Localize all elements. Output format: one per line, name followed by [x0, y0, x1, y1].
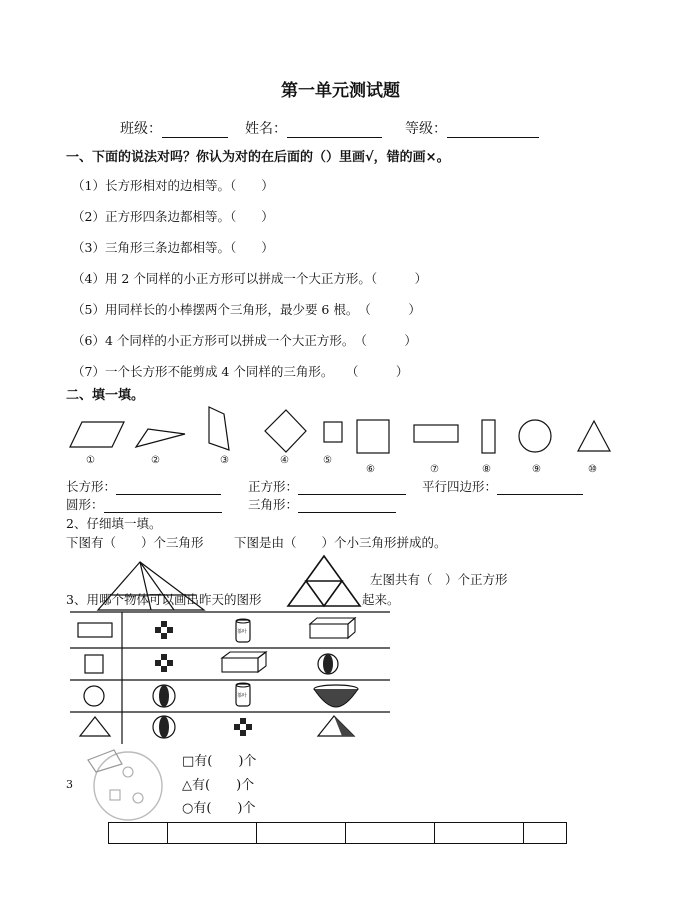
triangle-figure-right [288, 556, 360, 608]
shape-number-4: ④ [280, 455, 289, 466]
shapes-row [0, 400, 681, 460]
row4-cube [234, 718, 252, 736]
circle-field [66, 495, 222, 513]
shape-diamond [265, 410, 306, 452]
shape-triangle [578, 421, 610, 451]
row4-ball [153, 716, 175, 738]
grade-label: 等级： [405, 121, 447, 137]
q2-squares-question: 左图共有（ ）个正方形 [370, 572, 508, 587]
grade-input[interactable] [447, 124, 539, 138]
shape-number-3: ③ [220, 455, 229, 466]
shape-wide-rectangle [414, 425, 458, 442]
s1-item-1: （1）长方形相对的边相等。（ ） [72, 178, 274, 193]
row1-rectangle [78, 623, 112, 637]
square-label: 正方形： [248, 479, 299, 494]
section2-heading: 二、填一填。 [66, 388, 145, 403]
count-square: □有( )个 [182, 754, 257, 769]
shape-parallelogram [70, 422, 124, 447]
answer-cell-2[interactable] [168, 823, 257, 844]
class-label: 班级： [120, 121, 162, 137]
s1-item-6: （6）4 个同样的小正方形可以拼成一个大正方形。 （ ） [72, 333, 417, 348]
row3-bowl [314, 685, 358, 707]
shape-circle [519, 420, 551, 452]
row2-square [85, 655, 103, 673]
rectangle-input[interactable] [116, 481, 221, 495]
row2-ball [318, 654, 338, 674]
name-label: 姓名： [245, 121, 287, 137]
shape-number-8: ⑧ [482, 464, 491, 475]
q2-heading: 2、仔细填一填。 [66, 516, 162, 531]
answer-grid [108, 822, 567, 844]
shape-large-square [357, 420, 389, 453]
circle-label: 圆形： [66, 497, 104, 512]
shape-number-9: ⑨ [532, 464, 541, 475]
triangle-field [248, 495, 396, 513]
row2-cube [155, 654, 173, 672]
class-input[interactable] [162, 124, 228, 138]
rectangle-field [66, 477, 221, 495]
shape-number-7: ⑦ [430, 464, 439, 475]
rectangle-label: 长方形： [66, 479, 117, 494]
shape-number-6: ⑥ [366, 464, 375, 475]
s1-item-5: （5）用同样长的小棒摆两个三角形，最少要 6 根。 （ ） [72, 302, 421, 317]
parallelogram-field [422, 477, 583, 495]
row1-cube [155, 621, 173, 639]
shape-number-1: ① [86, 455, 95, 466]
square-field [248, 477, 406, 495]
shape-quadrilateral [209, 407, 229, 450]
row2-box [222, 652, 266, 672]
row4-pyramid [318, 716, 354, 736]
grade-field [405, 118, 539, 138]
s1-item-4: （4）用 2 个同样的小正方形可以拼成一个大正方形。（ ） [72, 271, 428, 286]
circle-input[interactable] [104, 499, 222, 513]
q3-heading-right: 起来。 [362, 592, 400, 607]
shape-number-10: ⑩ [588, 464, 597, 475]
s1-item-3: （3）三角形三条边都相等。（ ） [72, 240, 274, 255]
s1-item-2: （2）正方形四条边都相等。（ ） [72, 209, 274, 224]
answer-cell-3[interactable] [257, 823, 346, 844]
row1-box [310, 618, 355, 638]
q2-small-triangles-question: 下图是由（ ）个小三角形拼成的。 [234, 535, 447, 550]
answer-cell-1[interactable] [109, 823, 168, 844]
shape-tall-rectangle [482, 420, 495, 453]
q2-triangles-question: 下图有（ ）个三角形 [66, 535, 204, 550]
answer-cell-6[interactable] [524, 823, 567, 844]
name-field [245, 118, 382, 138]
page-title: 第一单元测试题 [281, 81, 400, 101]
can-label-row3: 茶叶 [237, 693, 248, 699]
row3-ball [153, 685, 175, 707]
s1-item-7: （7）一个长方形不能剪成 4 个同样的三角形。 （ ） [72, 364, 409, 379]
side-mark: 3 [66, 778, 73, 791]
can-label-row1: 茶叶 [237, 629, 248, 635]
section1-heading: 一、下面的说法对吗？你认为对的在后面的（）里画√，错的画×。 [66, 150, 450, 165]
shape-triangle-thin [136, 429, 185, 447]
shape-number-5: ⑤ [323, 455, 332, 466]
triangle-label: 三角形： [248, 497, 299, 512]
row3-circle [84, 686, 104, 706]
row4-triangle [80, 717, 110, 736]
answer-cell-5[interactable] [435, 823, 524, 844]
shape-small-square [324, 422, 342, 442]
count-circle: ○有( )个 [182, 801, 256, 816]
name-input[interactable] [287, 124, 382, 138]
composite-figure [66, 742, 176, 822]
q3-heading-left: 3、用哪个物体可以画出昨天的图形 [66, 592, 262, 607]
class-field [120, 118, 228, 138]
parallelogram-input[interactable] [497, 481, 583, 495]
triangle-input[interactable] [298, 499, 396, 513]
shape-number-2: ② [151, 455, 160, 466]
square-input[interactable] [298, 481, 406, 495]
matching-table [70, 612, 400, 747]
count-triangle: △有( )个 [182, 778, 255, 793]
parallelogram-label: 平行四边形： [422, 479, 498, 494]
answer-cell-4[interactable] [346, 823, 435, 844]
